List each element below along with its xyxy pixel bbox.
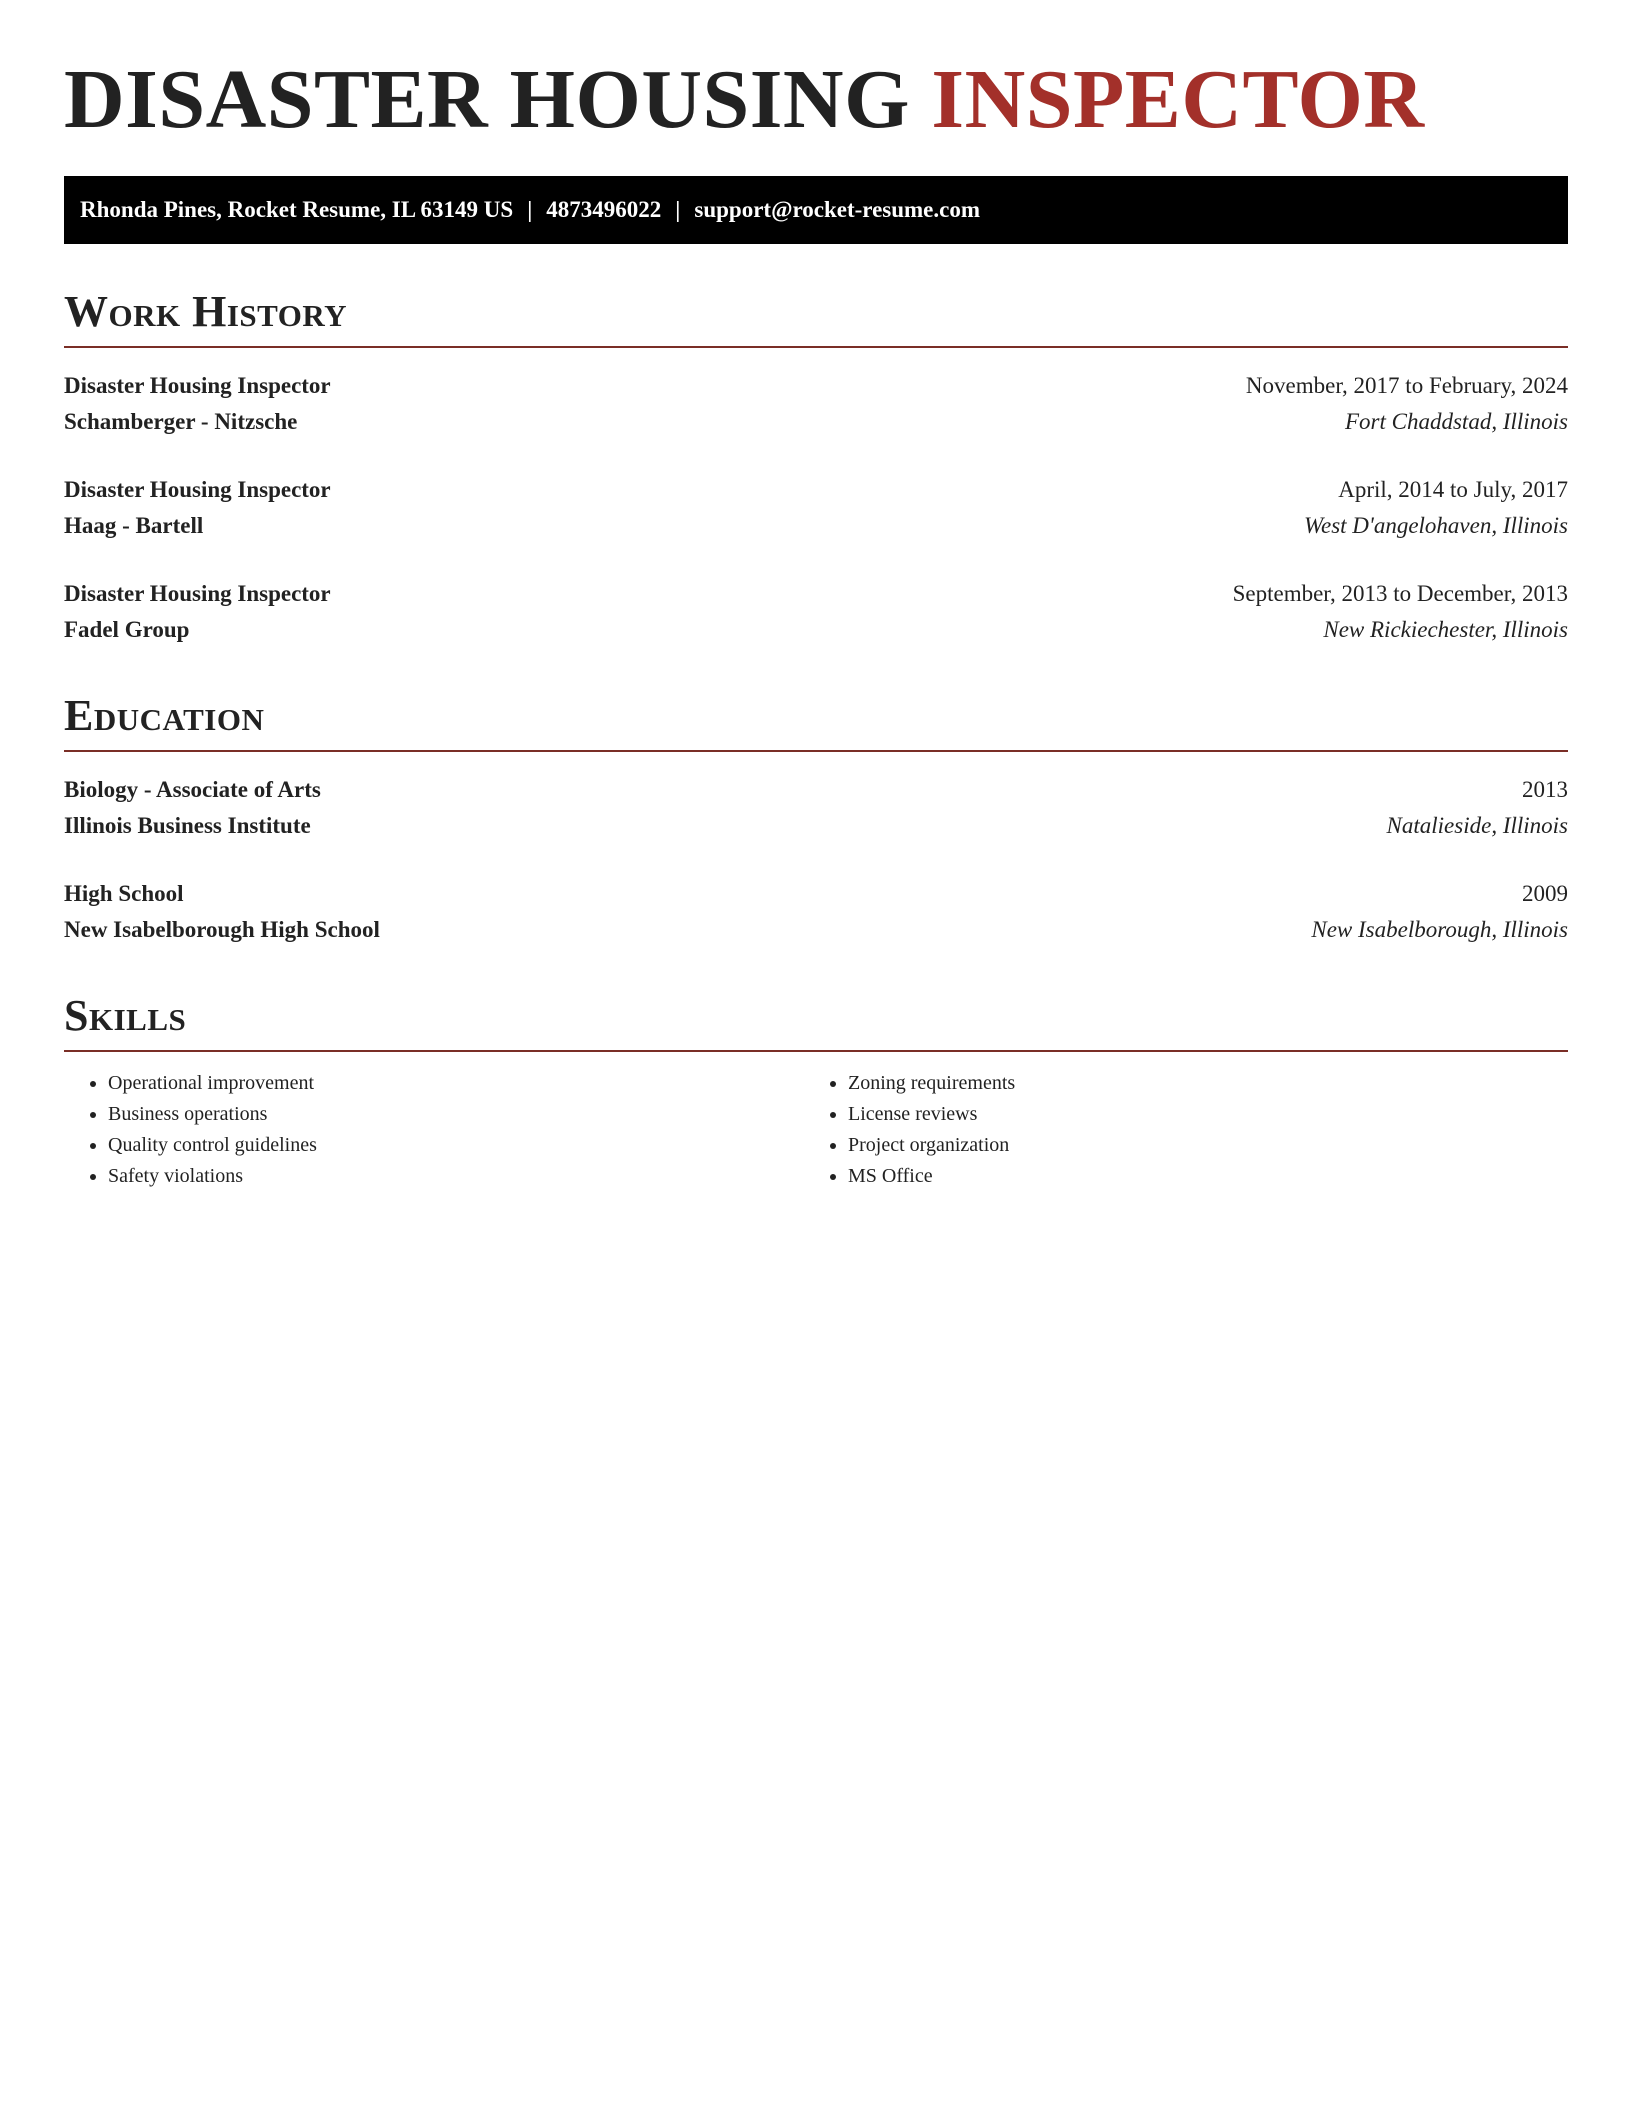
skill-item: • Safety violations: [108, 1161, 804, 1192]
work-company: Fadel Group: [64, 617, 190, 642]
education-year: 2013: [1522, 777, 1568, 802]
contact-bar: [64, 176, 1568, 244]
work-role: Disaster Housing Inspector: [64, 373, 331, 398]
education-school: New Isabelborough High School: [64, 917, 380, 942]
skill-item: • MS Office: [848, 1161, 1544, 1192]
work-dates: April, 2014 to July, 2017: [1338, 477, 1568, 502]
skills-section: [64, 992, 1568, 1192]
contact-separator: |: [675, 197, 681, 222]
contact-separator: |: [527, 197, 533, 222]
skills-list-left: [64, 1068, 804, 1192]
skill-item: • Quality control guidelines: [108, 1130, 804, 1161]
work-company: Schamberger - Nitzsche: [64, 409, 298, 434]
work-location: Fort Chaddstad, Illinois: [1345, 409, 1568, 434]
section-divider: [64, 1050, 1568, 1052]
skill-item: • Zoning requirements: [848, 1068, 1544, 1099]
title-part-2: INSPECTOR: [931, 53, 1425, 146]
education-entry: [64, 772, 1568, 844]
education-year: 2009: [1522, 881, 1568, 906]
skill-item: • Project organization: [848, 1130, 1544, 1161]
resume-title: [64, 0, 1568, 150]
contact-address: Rhonda Pines, Rocket Resume, IL 63149 US: [80, 197, 514, 222]
work-entry: [64, 472, 1568, 544]
work-entry: [64, 576, 1568, 648]
work-company: Haag - Bartell: [64, 513, 204, 538]
education-heading: Education: [64, 691, 265, 740]
work-location: West D'angelohaven, Illinois: [1303, 513, 1568, 538]
education-school: Illinois Business Institute: [64, 813, 311, 838]
skills-heading: Skills: [64, 991, 187, 1040]
section-divider: [64, 750, 1568, 752]
work-role: Disaster Housing Inspector: [64, 477, 331, 502]
work-history-heading: Work History: [64, 287, 348, 336]
title-part-1: DISASTER HOUSING: [64, 53, 910, 146]
section-divider: [64, 346, 1568, 348]
skill-item: • Operational improvement: [108, 1068, 804, 1099]
education-location: Natalieside, Illinois: [1386, 813, 1568, 838]
work-dates: November, 2017 to February, 2024: [1245, 373, 1568, 398]
skills-columns: [64, 1068, 1568, 1192]
contact-email: support@rocket-resume.com: [694, 197, 981, 222]
work-role: Disaster Housing Inspector: [64, 581, 331, 606]
skill-item: • License reviews: [848, 1099, 1544, 1130]
education-degree: High School: [64, 881, 184, 906]
education-degree: Biology - Associate of Arts: [64, 777, 321, 802]
work-dates: September, 2013 to December, 2013: [1232, 581, 1568, 606]
work-location: New Rickiechester, Illinois: [1323, 617, 1568, 642]
skill-item: • Business operations: [108, 1099, 804, 1130]
resume-page: [64, 0, 1568, 1192]
work-history-section: [64, 288, 1568, 648]
education-entry: [64, 876, 1568, 948]
contact-phone: 4873496022: [546, 197, 662, 222]
work-entry: [64, 368, 1568, 440]
skills-list-right: [804, 1068, 1544, 1192]
education-location: New Isabelborough, Illinois: [1311, 917, 1568, 942]
education-section: [64, 692, 1568, 948]
